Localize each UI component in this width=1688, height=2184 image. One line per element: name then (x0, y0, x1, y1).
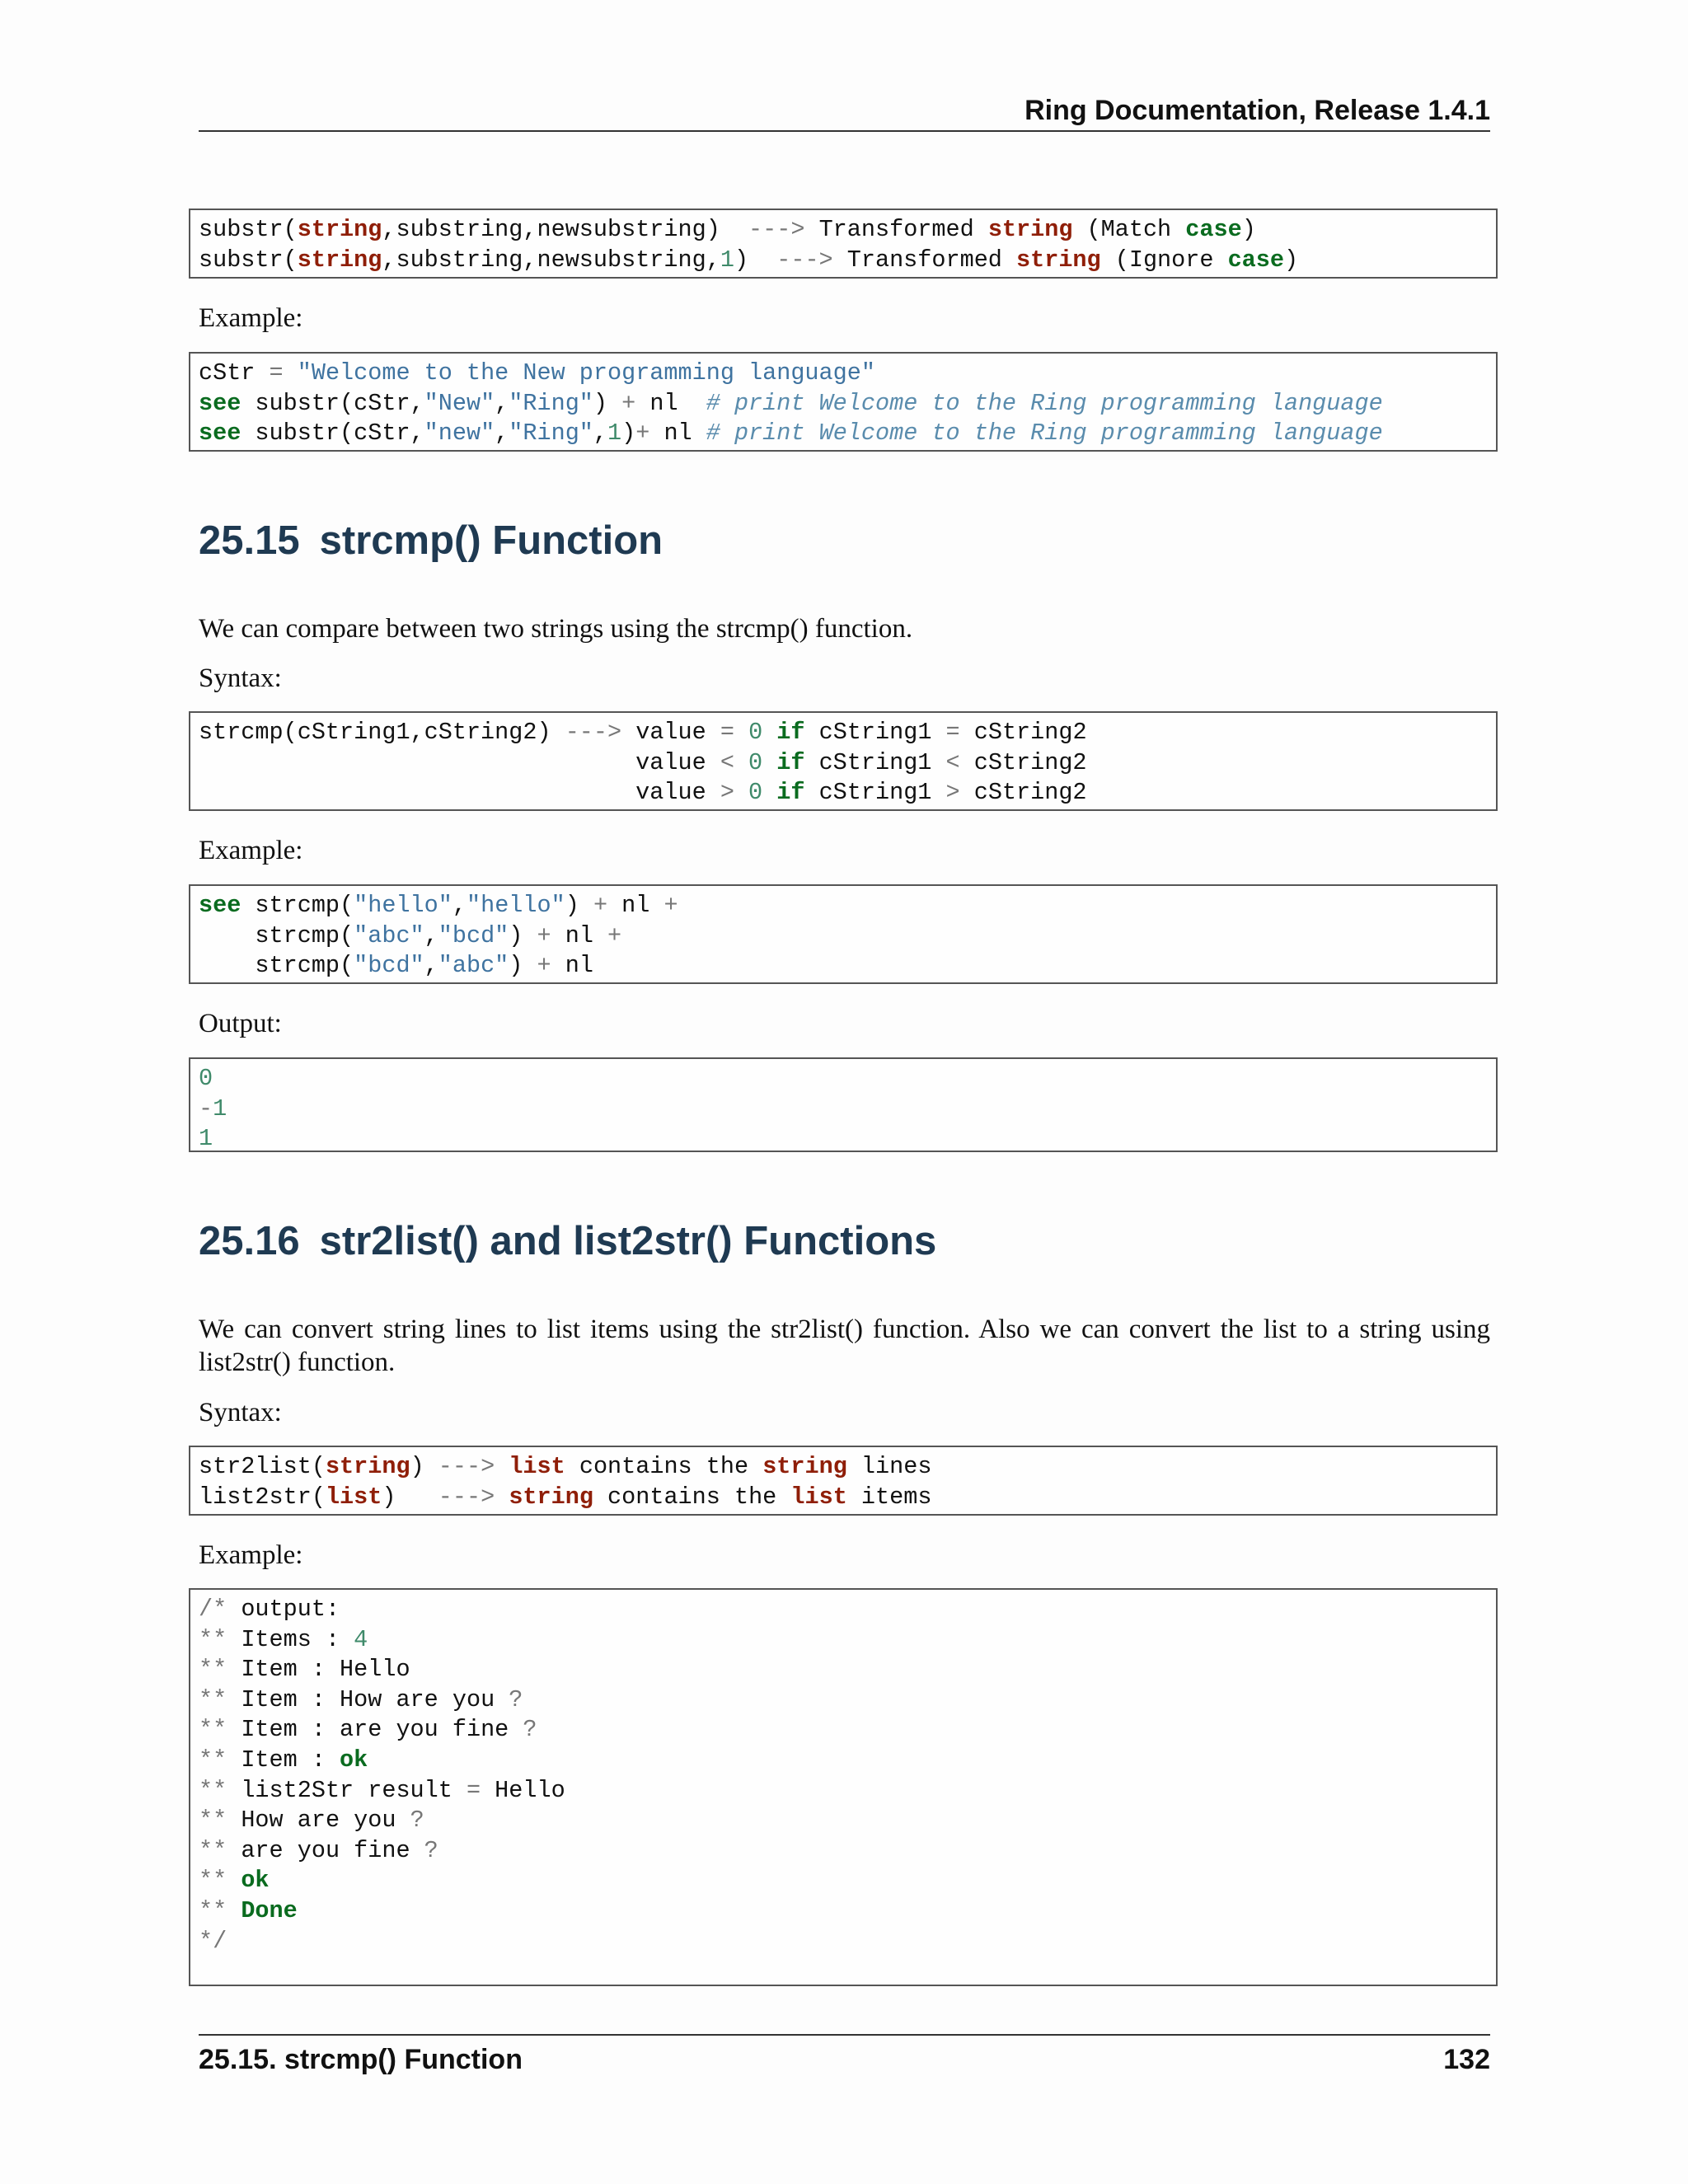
keyword-token: see (199, 892, 241, 919)
string-literal: "hello" (466, 892, 565, 919)
operator-token: /* (199, 1596, 227, 1623)
code-text: value (199, 779, 720, 807)
operator-token: ** (199, 1746, 227, 1774)
keyword-token: ok (241, 1867, 270, 1895)
code-line (199, 419, 1488, 449)
operator-token: ** (199, 1896, 227, 1924)
code-text: substr( (199, 246, 298, 274)
page-footer (199, 2041, 1490, 2079)
operator-token: = (720, 719, 734, 746)
code-text: nl (635, 389, 706, 417)
code-text: cString2 (959, 748, 1087, 776)
number-literal: 4 (354, 1625, 368, 1653)
code-text: cString2 (959, 779, 1087, 807)
string-literal: "bcd" (354, 952, 424, 980)
operator-token: - (199, 1094, 213, 1122)
code-text: ) (565, 892, 593, 919)
operator-token: ? (410, 1807, 424, 1835)
footer-section: 25.15. strcmp() Function (199, 2044, 523, 2075)
code-text: contains the (593, 1483, 791, 1511)
code-text: Hello (481, 1776, 565, 1804)
code-text: strcmp(cString1,cString2) (199, 719, 565, 746)
string-literal: "Ring" (509, 419, 593, 448)
keyword-token: if (776, 719, 805, 746)
type-keyword-token: string (297, 216, 382, 243)
code-text (762, 779, 776, 806)
string-literal: "Welcome to the New programming language" (297, 359, 875, 387)
code-text: Item : (227, 1746, 340, 1774)
string-literal: "bcd" (438, 921, 509, 949)
code-text: substr(cStr, (241, 389, 424, 417)
keyword-token: see (199, 419, 241, 448)
code-text: items (846, 1483, 932, 1511)
code-text: cString1 (804, 719, 946, 746)
code-line (199, 778, 1488, 808)
code-block-substr-example (189, 352, 1498, 452)
code-text: strcmp( (241, 892, 354, 919)
code-text: list2str( (199, 1483, 326, 1511)
section-number: 25.16 (199, 1219, 300, 1263)
section-heading-strcmp (199, 518, 1490, 564)
code-text: contains the (565, 1453, 763, 1480)
code-text: , (593, 419, 608, 448)
operator-token: ? (424, 1836, 438, 1864)
code-line (199, 389, 1488, 419)
operator-token: ? (523, 1716, 537, 1744)
code-text: Item : How are you (227, 1685, 509, 1713)
code-text: , (424, 921, 438, 949)
operator-token: ---> (748, 216, 805, 243)
label-output: Output: (199, 1009, 282, 1038)
code-text: substr( (199, 216, 298, 243)
code-text: , (452, 892, 467, 919)
operator-token: + (537, 921, 551, 949)
code-line (199, 1094, 1488, 1125)
operator-token: ** (199, 1836, 227, 1864)
code-text (495, 1483, 509, 1511)
operator-token: ** (199, 1867, 227, 1895)
string-literal: "abc" (354, 921, 424, 949)
page-number: 132 (1443, 2044, 1490, 2075)
code-text: cString2 (959, 719, 1087, 746)
code-text: ) (509, 921, 537, 949)
code-line (199, 1625, 1488, 1656)
code-block-strcmp-syntax (189, 711, 1498, 811)
code-text (734, 749, 748, 776)
type-keyword-token: string (325, 1453, 410, 1480)
code-text: strcmp( (199, 921, 354, 949)
code-text (734, 779, 748, 806)
section-heading-str2list (199, 1218, 1490, 1264)
type-keyword-token: list (509, 1453, 565, 1480)
operator-token: = (466, 1776, 481, 1804)
label-syntax: Syntax: (199, 1398, 282, 1427)
code-line (199, 215, 1488, 246)
code-text: , (424, 952, 438, 980)
comment-token: # print Welcome to the Ring programming language (706, 419, 1383, 448)
footer-rule (199, 2034, 1490, 2036)
code-text: (Ignore (1100, 246, 1228, 274)
keyword-token: case (1227, 246, 1284, 274)
code-text: ,substring,newsubstring) (382, 216, 749, 243)
operator-token: ** (199, 1685, 227, 1713)
code-line (199, 748, 1488, 779)
type-keyword-token: string (297, 246, 382, 274)
code-text: cString1 (804, 748, 946, 776)
code-text: ) (382, 1483, 438, 1511)
code-text: Item : are you fine (227, 1716, 523, 1744)
operator-token: */ (199, 1927, 227, 1955)
code-text (762, 719, 776, 746)
code-text: ) (1284, 246, 1299, 274)
code-text: cString1 (804, 779, 946, 807)
number-literal: 0 (748, 748, 763, 776)
code-text: ,substring,newsubstring, (382, 246, 720, 274)
string-literal: "Ring" (509, 389, 593, 417)
code-line (199, 1685, 1488, 1716)
string-literal: "hello" (354, 892, 452, 919)
code-line (199, 359, 1488, 389)
operator-token: < (720, 748, 734, 776)
code-text (734, 719, 748, 746)
code-block-strcmp-output (189, 1057, 1498, 1152)
code-line (199, 1776, 1488, 1807)
code-text: substr(cStr, (241, 419, 424, 448)
code-line (199, 951, 1488, 982)
keyword-token: if (776, 779, 805, 807)
code-text: , (495, 389, 509, 417)
code-line (199, 1655, 1488, 1685)
code-line (199, 1836, 1488, 1867)
operator-token: + (593, 892, 608, 919)
code-block-str2list-example (189, 1588, 1498, 1986)
operator-token: ** (199, 1776, 227, 1804)
code-text: nl (551, 952, 593, 980)
code-text: Transformed (832, 246, 1017, 274)
code-line (199, 718, 1488, 748)
number-literal: 1 (213, 1094, 227, 1122)
label-example: Example: (199, 1540, 303, 1570)
number-literal: 1 (199, 1125, 213, 1152)
code-line (199, 1483, 1488, 1513)
code-line (199, 1124, 1488, 1152)
operator-token: ** (199, 1656, 227, 1684)
section-number: 25.15 (199, 518, 300, 563)
code-text: nl (551, 921, 608, 949)
type-keyword-token: list (325, 1483, 382, 1511)
code-line (199, 1064, 1488, 1094)
code-text: list2Str result (227, 1776, 467, 1804)
operator-token: ---> (565, 719, 622, 746)
keyword-token: see (199, 389, 241, 417)
code-text: nl (649, 419, 706, 448)
section-title: strcmp() Function (319, 518, 663, 563)
code-text: ) (734, 246, 777, 274)
code-line (199, 1806, 1488, 1836)
code-line (199, 1746, 1488, 1776)
code-text: output: (227, 1596, 340, 1623)
code-text: Item : Hello (227, 1656, 410, 1684)
number-literal: 0 (748, 779, 763, 807)
code-text: str2list( (199, 1453, 326, 1480)
type-keyword-token: string (987, 216, 1073, 243)
code-text (227, 1897, 241, 1924)
code-text: ) (509, 952, 537, 980)
string-literal: "new" (424, 419, 495, 448)
code-text: ) (621, 419, 636, 448)
code-text: cStr (199, 359, 270, 387)
section-title: str2list() and list2str() Functions (319, 1219, 937, 1263)
code-line (199, 1595, 1488, 1625)
code-text: are you fine (227, 1836, 424, 1864)
operator-token: = (945, 719, 960, 746)
operator-token: = (269, 359, 284, 387)
type-keyword-token: string (1016, 246, 1101, 274)
operator-token: + (621, 389, 636, 417)
code-text: strcmp( (199, 952, 354, 980)
type-keyword-token: string (762, 1453, 847, 1480)
operator-token: ** (199, 1716, 227, 1744)
operator-token: > (945, 779, 960, 807)
operator-token: + (537, 952, 551, 980)
type-keyword-token: list (790, 1483, 847, 1511)
code-block-substr-syntax (189, 209, 1498, 279)
code-text: , (495, 419, 509, 448)
code-text: How are you (227, 1807, 410, 1835)
keyword-token: case (1185, 216, 1242, 243)
code-line (199, 246, 1488, 276)
string-literal: "New" (424, 389, 495, 417)
number-literal: 1 (720, 246, 734, 274)
code-text: value (621, 719, 720, 746)
code-block-str2list-syntax (189, 1446, 1498, 1516)
number-literal: 0 (199, 1065, 213, 1092)
code-line (199, 1896, 1488, 1927)
operator-token: > (720, 779, 734, 807)
code-line (199, 921, 1488, 952)
paragraph-strcmp-intro: We can compare between two strings using the strcmp() function. (199, 614, 913, 644)
operator-token: ---> (776, 246, 833, 274)
operator-token: ---> (438, 1483, 495, 1511)
operator-token: ** (199, 1625, 227, 1653)
label-example: Example: (199, 303, 303, 333)
code-text: lines (846, 1453, 932, 1480)
code-text: (Match (1072, 216, 1186, 243)
string-literal: "abc" (438, 952, 509, 980)
paragraph-str2list-intro: We can convert string lines to list items using the str2list() function. Also we can convert the list to a string using list2str() function. (199, 1315, 1490, 1377)
code-block-strcmp-example (189, 884, 1498, 984)
operator-token: + (607, 921, 622, 949)
code-text: ) (1241, 216, 1256, 243)
code-line (199, 1866, 1488, 1896)
keyword-token: if (776, 748, 805, 776)
keyword-token: Done (241, 1896, 298, 1924)
label-example: Example: (199, 836, 303, 865)
comment-token: # print Welcome to the Ring programming language (706, 389, 1383, 417)
code-text (495, 1453, 509, 1480)
number-literal: 0 (748, 719, 763, 746)
number-literal: 1 (607, 419, 622, 448)
code-text (227, 1867, 241, 1894)
code-text: Transformed (804, 216, 988, 243)
operator-token: < (945, 748, 960, 776)
operator-token: + (635, 419, 650, 448)
running-header: Ring Documentation, Release 1.4.1 (199, 91, 1490, 132)
type-keyword-token: string (509, 1483, 593, 1511)
code-text: ) (410, 1453, 438, 1480)
operator-token: ---> (438, 1453, 495, 1480)
code-text: Items : (227, 1625, 354, 1653)
code-line (199, 891, 1488, 921)
keyword-token: ok (340, 1746, 368, 1774)
code-line (199, 1927, 1488, 1957)
code-text: value (199, 748, 720, 776)
label-syntax: Syntax: (199, 663, 282, 693)
operator-token: ** (199, 1807, 227, 1835)
code-line (199, 1715, 1488, 1746)
code-text: nl (607, 892, 664, 919)
operator-token: ? (509, 1685, 523, 1713)
code-text (284, 359, 298, 387)
code-text (762, 749, 776, 776)
code-text: ) (593, 389, 622, 417)
operator-token: + (663, 892, 678, 919)
code-line (199, 1452, 1488, 1483)
